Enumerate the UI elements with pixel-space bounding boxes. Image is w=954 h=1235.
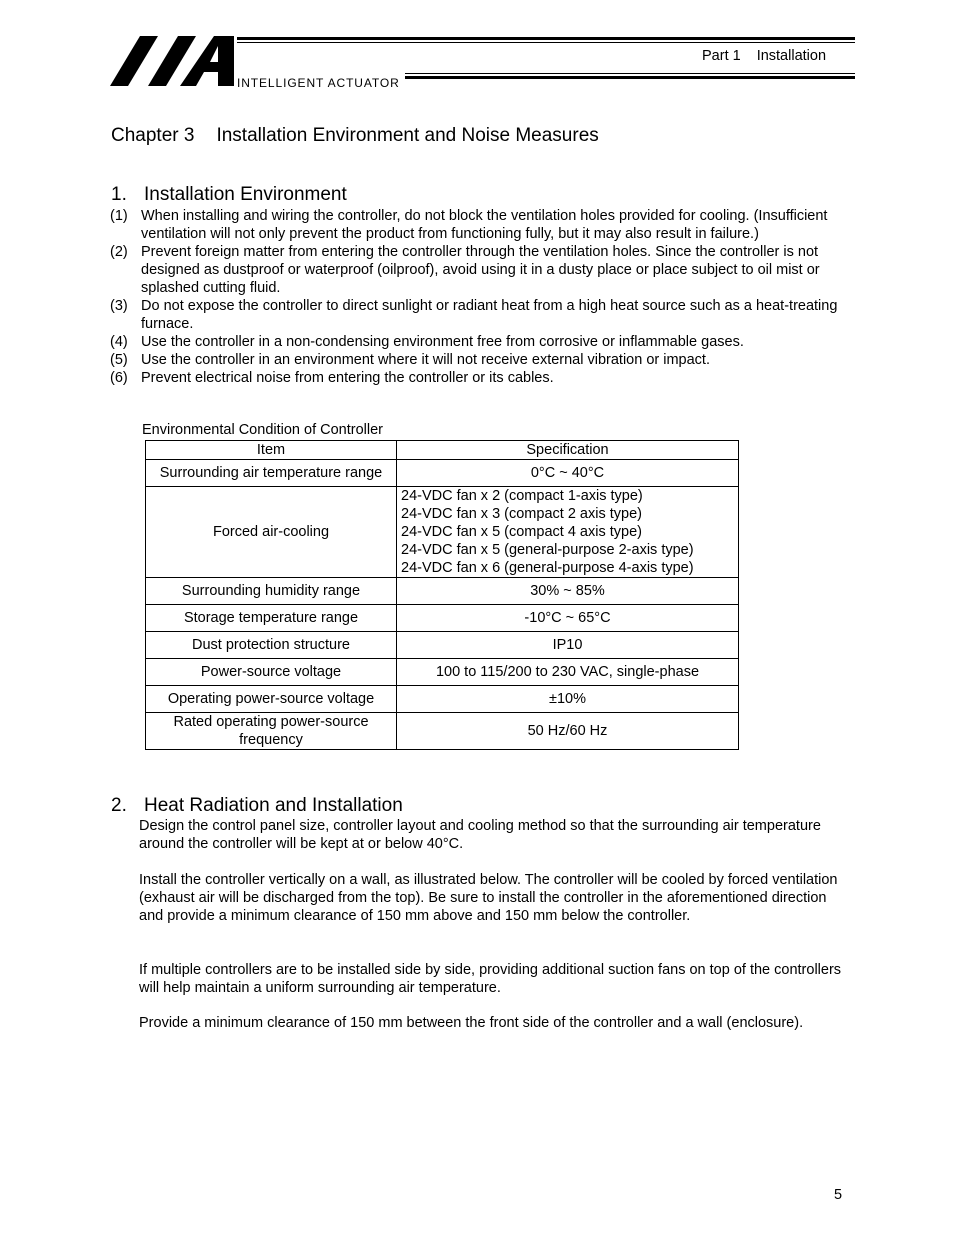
table-cell-spec: 50 Hz/60 Hz <box>397 713 739 750</box>
list-item-number: (1) <box>110 208 128 224</box>
table-cell-item <box>146 713 397 750</box>
table-row <box>146 460 739 487</box>
header-rule-bottom-1 <box>405 73 855 74</box>
header-rule-bottom-2 <box>405 76 855 79</box>
table-cell-spec <box>397 487 739 578</box>
logo-text: INTELLIGENT ACTUATOR <box>237 76 400 90</box>
section-1-heading <box>111 184 347 206</box>
table-cell-spec: 0°C ~ 40°C <box>397 460 739 487</box>
section-1-title: Installation Environment <box>144 184 347 205</box>
paragraph: Provide a minimum clearance of 150 mm between the front side of the controller and a wall (enclosure). <box>139 1015 804 1031</box>
environment-table <box>145 440 739 750</box>
chapter-name: Installation Environment and Noise Measures <box>216 125 599 146</box>
header-rule-top-2 <box>237 42 855 43</box>
table-header-row <box>146 441 739 460</box>
table-cell-spec: 100 to 115/200 to 230 VAC, single-phase <box>397 659 739 686</box>
table-row <box>146 605 739 632</box>
table-row <box>146 659 739 686</box>
list-item <box>110 369 850 387</box>
table-cell-item: Surrounding air temperature range <box>146 460 397 487</box>
list-item <box>110 243 850 297</box>
table-cell-item: Power-source voltage <box>146 659 397 686</box>
table-cell-item: Forced air-cooling <box>146 487 397 578</box>
table-cell-spec: -10°C ~ 65°C <box>397 605 739 632</box>
table-cell-item: Operating power-source voltage <box>146 686 397 713</box>
list-item-text: Use the controller in a non-condensing environment free from corrosive or inflammable gases. <box>141 334 744 350</box>
section-2-title: Heat Radiation and Installation <box>144 795 403 816</box>
paragraph: If multiple controllers are to be installed side by side, providing additional suction fans on top of the controllers will help maintain a uniform surrounding air temperature. <box>139 962 842 996</box>
section-1-number: 1. <box>111 184 127 205</box>
spec-line: 24-VDC fan x 2 (compact 1-axis type) <box>401 488 643 504</box>
iai-logo-icon <box>110 34 236 90</box>
header-rule-top-1 <box>237 37 855 40</box>
list-item <box>110 333 850 351</box>
section-label: Installation <box>756 48 827 64</box>
part-label: Part 1 <box>702 48 741 64</box>
chapter-title <box>111 125 599 147</box>
spec-line: 24-VDC fan x 5 (general-purpose 2-axis type) <box>401 542 694 558</box>
section-2-number: 2. <box>111 795 127 816</box>
table-cell-item: Storage temperature range <box>146 605 397 632</box>
installation-list <box>110 207 850 387</box>
list-item-text: Do not expose the controller to direct sunlight or radiant heat from a high heat source such as a heat-treating furnace. <box>141 298 838 332</box>
list-item-number: (6) <box>110 370 128 386</box>
list-item <box>110 351 850 369</box>
list-item-number: (5) <box>110 352 128 368</box>
section-2-heading <box>111 795 403 817</box>
table-cell-item: Surrounding humidity range <box>146 578 397 605</box>
spec-line: 24-VDC fan x 3 (compact 2 axis type) <box>401 506 642 522</box>
spec-line: 24-VDC fan x 5 (compact 4 axis type) <box>401 524 642 540</box>
page-number: 5 <box>834 1187 843 1203</box>
list-item <box>110 297 850 333</box>
item-line: frequency <box>239 732 303 748</box>
list-item-text: When installing and wiring the controller, do not block the ventilation holes provided for cooling. (Insufficient ventilation will not only prevent the product from functioning fully, but it may also result in failure.) <box>141 208 828 242</box>
table-cell-spec: IP10 <box>397 632 739 659</box>
list-item-text: Prevent electrical noise from entering the controller or its cables. <box>141 370 554 386</box>
list-item-number: (3) <box>110 298 128 314</box>
table-cell-item: Dust protection structure <box>146 632 397 659</box>
column-header-item: Item <box>146 441 397 460</box>
list-item <box>110 207 850 243</box>
chapter-number: Chapter 3 <box>111 125 195 146</box>
table-cell-spec: ±10% <box>397 686 739 713</box>
column-header-specification: Specification <box>397 441 739 460</box>
table-caption: Environmental Condition of Controller <box>142 422 383 438</box>
list-item-number: (4) <box>110 334 128 350</box>
table-row <box>146 578 739 605</box>
table-row <box>146 686 739 713</box>
list-item-text: Use the controller in an environment where it will not receive external vibration or impact. <box>141 352 710 368</box>
table-row <box>146 632 739 659</box>
paragraph: Design the control panel size, controller layout and cooling method so that the surrounding air temperature around the controller will be kept at or below 40°C. <box>139 818 821 852</box>
table-cell-spec: 30% ~ 85% <box>397 578 739 605</box>
table-row <box>146 713 739 750</box>
paragraph: Install the controller vertically on a wall, as illustrated below. The controller will be cooled by forced ventilation (exhaust air will be discharged from the top). Be sure to install the controller in the aforementioned direction and provide a minimum clearance of 150 mm above and 150 mm below the controller. <box>139 872 838 924</box>
table-row <box>146 487 739 578</box>
list-item-text: Prevent foreign matter from entering the controller through the ventilation holes. Since the controller is not designed as dustproof or waterproof (oilproof), avoid using it in a dusty place or place subject to oil mist or splashed cutting fluid. <box>141 244 820 296</box>
spec-line: 24-VDC fan x 6 (general-purpose 4-axis type) <box>401 560 694 576</box>
item-line: Rated operating power-source <box>173 714 369 730</box>
running-header <box>702 48 826 64</box>
list-item-number: (2) <box>110 244 128 260</box>
